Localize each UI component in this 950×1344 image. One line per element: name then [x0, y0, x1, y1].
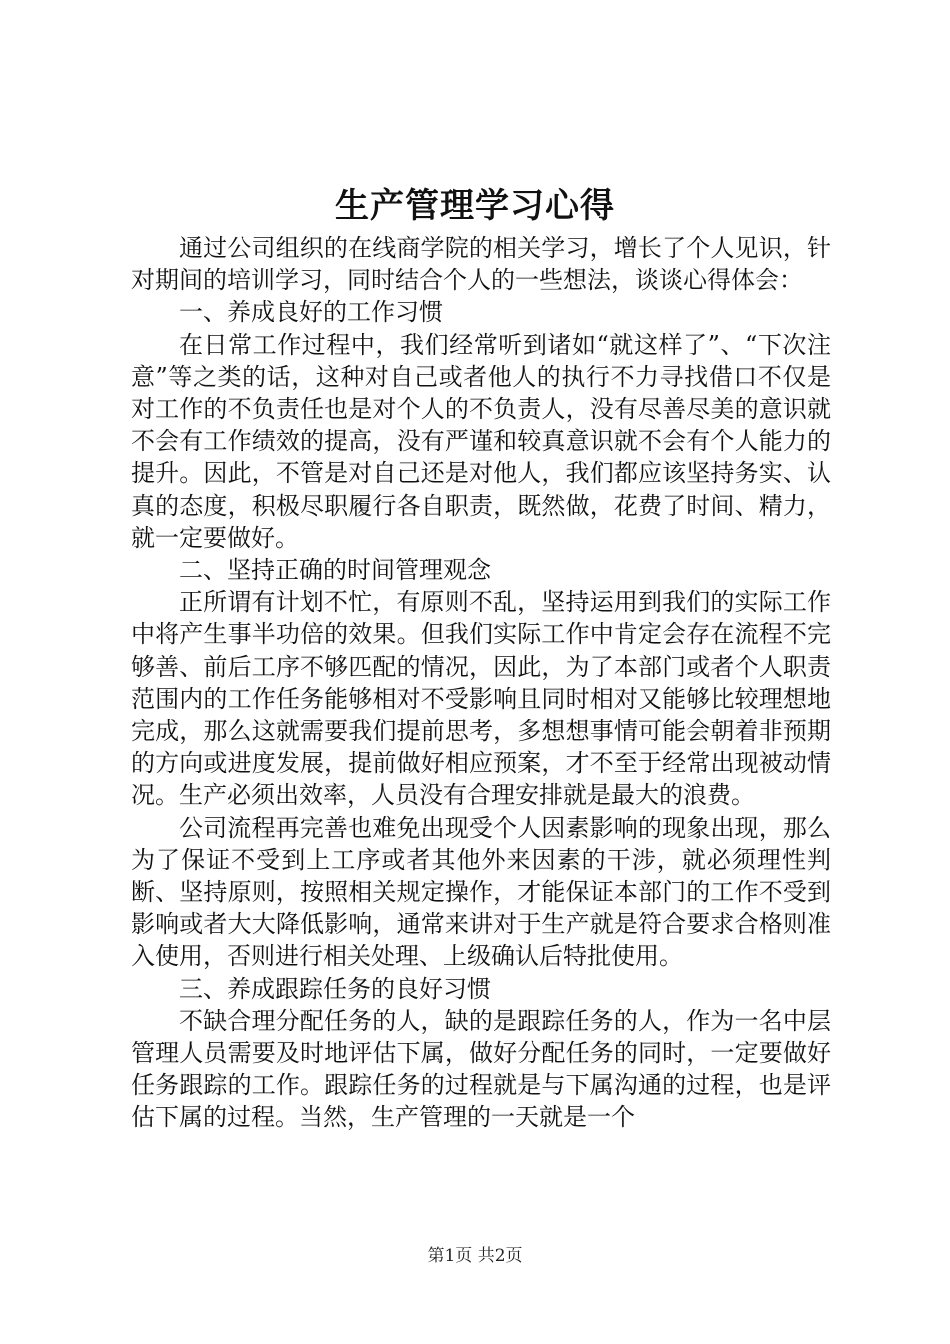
section-3-paragraph: 不缺合理分配任务的人，缺的是跟踪任务的人，作为一名中层管理人员需要及时地评估下属，做好分配任务的同时，一定要做好任务跟踪的工作。跟踪任务的过程就是与下属沟通的过程，也是评估下属的过程。当然，生产管理的一天就是一个	[131, 1006, 831, 1132]
document-title: 生产管理学习心得	[335, 186, 615, 226]
page-footer: 第1页 共2页	[427, 1246, 523, 1266]
intro-paragraph: 通过公司组织的在线商学院的相关学习，增长了个人见识，针对期间的培训学习，同时结合个人的一些想法，谈谈心得体会：	[131, 234, 831, 295]
section-heading-1: 一、养成良好的工作习惯	[179, 298, 443, 327]
section-heading-3: 三、养成跟踪任务的良好习惯	[179, 974, 491, 1003]
section-2-paragraph-2: 公司流程再完善也难免出现受个人因素影响的现象出现，那么为了保证不受到上工序或者其他外来因素的干涉，就必须理性判断、坚持原则，按照相关规定操作，才能保证本部门的工作不受到影响或者大大降低影响，通常来讲对于生产就是符合要求合格则准入使用，否则进行相关处理、上级确认后特批使用。	[131, 813, 831, 971]
section-2-paragraph-1: 正所谓有计划不忙，有原则不乱，坚持运用到我们的实际工作中将产生事半功倍的效果。但我们实际工作中肯定会存在流程不完够善、前后工序不够匹配的情况，因此，为了本部门或者个人职责范围内的工作任务能够相对不受影响且同时相对又能够比较理想地完成，那么这就需要我们提前思考，多想想事情可能会朝着非预期的方向或进度发展，提前做好相应预案，才不至于经常出现被动情况。生产必须出效率，人员没有合理安排就是最大的浪费。	[131, 588, 831, 810]
section-1-paragraph: 在日常工作过程中，我们经常听到诸如“就这样了”、“下次注意”等之类的话，这种对自己或者他人的执行不力寻找借口不仅是对工作的不负责任也是对个人的不负责人，没有尽善尽美的意识就不会有工作绩效的提高，没有严谨和较真意识就不会有个人能力的提升。因此，不管是对自己还是对他人，我们都应该坚持务实、认真的态度，积极尽职履行各自职责，既然做，花费了时间、精力，就一定要做好。	[131, 330, 831, 552]
document-body	[131, 232, 831, 1134]
section-heading-2: 二、坚持正确的时间管理观念	[179, 556, 491, 585]
